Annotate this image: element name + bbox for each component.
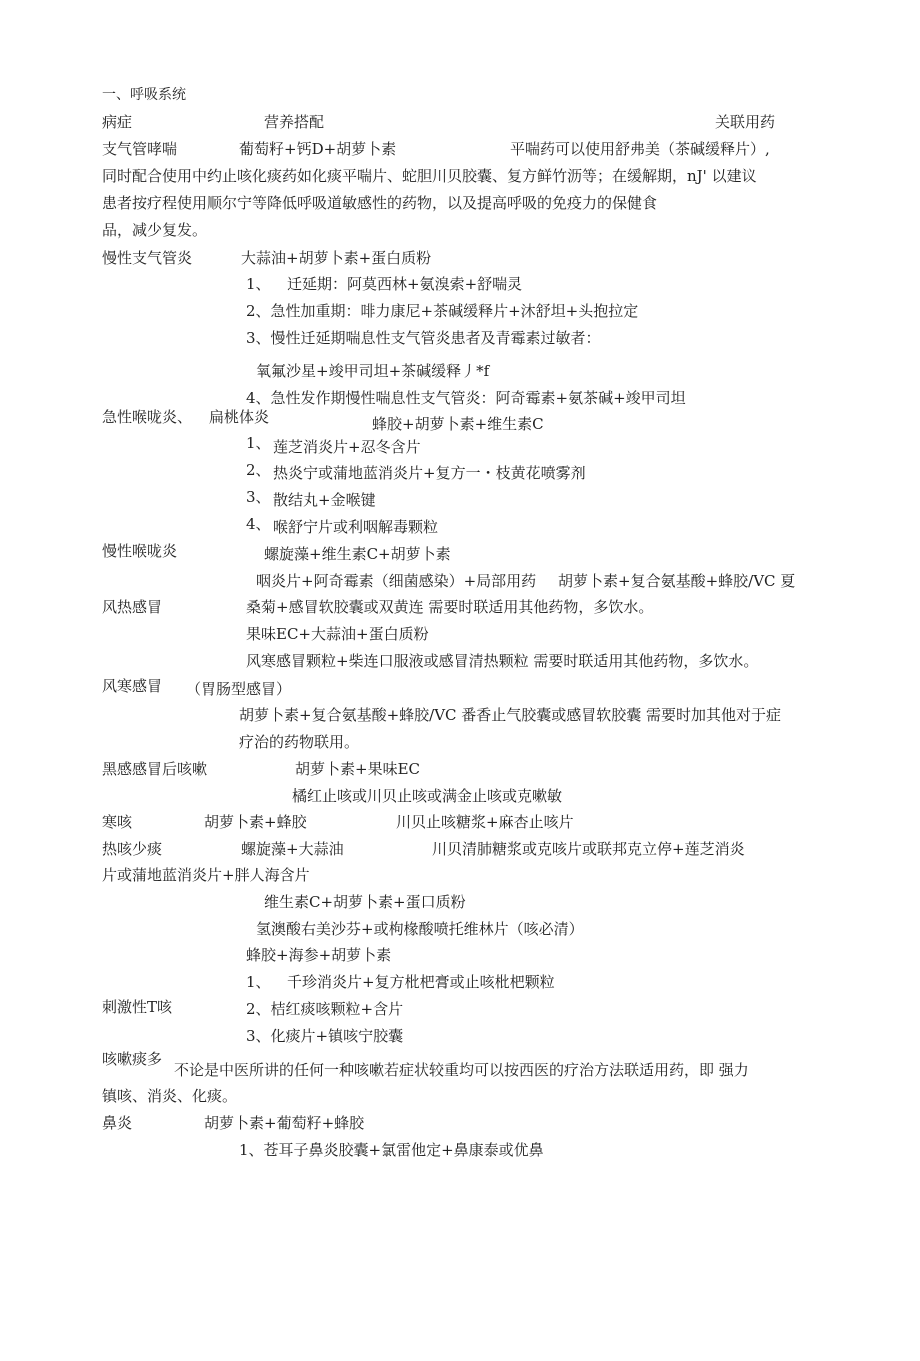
column-header-nutrition: 营养搭配 [264, 113, 325, 131]
medicine-text: 川贝清肺糖浆或克咳片或联邦克立停+莲芝消炎 [432, 840, 745, 858]
medicine-text: 平喘药可以使用舒弗美（茶碱缓释片）, [510, 140, 770, 158]
disease-name: 慢性支气管炎 [102, 249, 193, 267]
disease-name: 风热感冒 [102, 598, 163, 616]
list-item: 1、苍耳子鼻炎胶囊+氯雷他定+鼻康泰或优鼻 [239, 1141, 544, 1159]
list-item: 3、化痰片+镇咳宁胶囊 [246, 1027, 404, 1045]
medicine-text: 胡萝卜素+复合氨基酸+蜂胶/VC 番香止气胶囊或感冒软胶囊 需要时加其他对于症 [239, 706, 782, 724]
list-item: 千珍消炎片+复方枇杷膏或止咳枇杷颗粒 [287, 973, 555, 991]
list-item: 喉舒宁片或利咽解毒颗粒 [273, 518, 439, 536]
paragraph-line: 患者按疗程使用顺尔宁等降低呼吸道敏感性的药物，以及提高呼吸的免疫力的保健食 [102, 194, 658, 212]
list-number: 2、 [246, 461, 271, 479]
list-item: 热炎宁或蒲地蓝消炎片+复方一・枝黄花喷雾剂 [273, 464, 586, 482]
list-item: 莲芝消炎片+忍冬含片 [273, 438, 421, 456]
paragraph-line: 品，减少复发。 [102, 221, 208, 239]
disease-name: 鼻炎 [102, 1114, 133, 1132]
nutrition-text: 蜂胶+胡萝卜素+维生素C [372, 415, 544, 433]
disease-name: 黑感感冒后咳嗽 [102, 760, 208, 778]
medicine-text: 氢澳酸右美沙芬+或枸椽酸喷托维林片（咳必清） [256, 920, 584, 938]
medicine-text: 疗治的药物联用。 [239, 733, 360, 751]
nutrition-text: 果味EC+大蒜油+蛋白质粉 [246, 625, 429, 643]
disease-subtype: （胃肠型感冒） [186, 680, 292, 698]
disease-name: 刺激性T咳 [102, 998, 173, 1016]
medicine-text: 片或蒲地蓝消炎片+胖人海含片 [102, 866, 310, 884]
nutrition-text: 大蒜油+胡萝卜素+蛋白质粉 [241, 249, 432, 267]
list-number: 3、 [246, 488, 271, 506]
list-number: 1、 [246, 275, 271, 293]
disease-name: 风寒感冒 [102, 677, 163, 695]
nutrition-text: 螺旋藻+大蒜油 [241, 840, 344, 858]
medicine-text: 桑菊+感冒软胶囊或双黄连 需要时联适用其他药物，多饮水。 [246, 598, 654, 616]
column-header-disease: 病症 [102, 113, 133, 131]
paragraph-line: 镇咳、消炎、化痰。 [102, 1087, 238, 1105]
nutrition-text: 螺旋藻+维生素C+胡萝卜素 [264, 545, 451, 563]
list-item: 迁延期：阿莫西林+氨溴索+舒喘灵 [287, 275, 523, 293]
medicine-text: 橘红止咳或川贝止咳或满金止咳或克嗽敏 [292, 787, 563, 805]
nutrition-text: 胡萝卜素+复合氨基酸+蜂胶/VC 夏 [558, 572, 796, 590]
list-number: 4、 [246, 515, 271, 533]
medicine-text: 风寒感冒颗粒+柴连口服液或感冒清热颗粒 需要时联适用其他药物，多饮水。 [246, 652, 759, 670]
disease-name: 慢性喉咙炎 [102, 542, 178, 560]
disease-name: 热咳少痰 [102, 840, 163, 858]
disease-name: 咳嗽痰多 [102, 1050, 163, 1068]
list-item: 4、急性发作期慢性喘息性支气管炎：阿奇霉素+氨茶碱+竣甲司坦 [246, 389, 686, 407]
disease-name: 寒咳 [102, 813, 133, 831]
nutrition-text: 葡萄籽+钙D+胡萝卜素 [239, 140, 397, 158]
list-item-detail: 氧氟沙星+竣甲司坦+茶碱缓释丿*f [256, 362, 490, 380]
list-number: 1、 [246, 973, 271, 991]
nutrition-text: 胡萝卜素+葡萄籽+蜂胶 [204, 1114, 365, 1132]
nutrition-text: 维生素C+胡萝卜素+蛋口质粉 [264, 893, 466, 911]
list-item: 3、慢性迁延期喘息性支气管炎患者及青霉素过敏者： [246, 329, 601, 347]
nutrition-text: 胡萝卜素+果味EC [295, 760, 420, 778]
column-header-medicine: 关联用药 [715, 113, 776, 131]
disease-name: 急性喉咙炎、 [102, 408, 193, 426]
medicine-text: 咽炎片+阿奇霉素（细菌感染）+局部用药 [256, 572, 537, 590]
nutrition-text: 蜂胶+海参+胡萝卜素 [246, 946, 392, 964]
disease-name: 支气管哮喘 [102, 140, 178, 158]
paragraph-line: 不论是中医所讲的任何一种咳嗽若症状较重均可以按西医的疗治方法联适用药，即 强力 [174, 1061, 749, 1079]
list-item: 2、桔红痰咳颗粒+含片 [246, 1000, 404, 1018]
list-item: 散结丸+金喉键 [273, 491, 376, 509]
disease-name-secondary: 扁桃体炎 [209, 408, 270, 426]
paragraph-line: 同时配合使用中约止咳化痰药如化痰平喘片、蛇胆川贝胶囊、复方鲜竹沥等；在缓解期，nJ' 以建议 [102, 167, 757, 185]
list-item: 2、急性加重期：啡力康尼+茶碱缓释片+沐舒坦+头抱拉定 [246, 302, 639, 320]
list-number: 1、 [246, 434, 271, 452]
nutrition-text: 胡萝卜素+蜂胶 [204, 813, 307, 831]
section-title: 一、呼吸系统 [102, 87, 186, 103]
medicine-text: 川贝止咳糖浆+麻杏止咳片 [396, 813, 574, 831]
